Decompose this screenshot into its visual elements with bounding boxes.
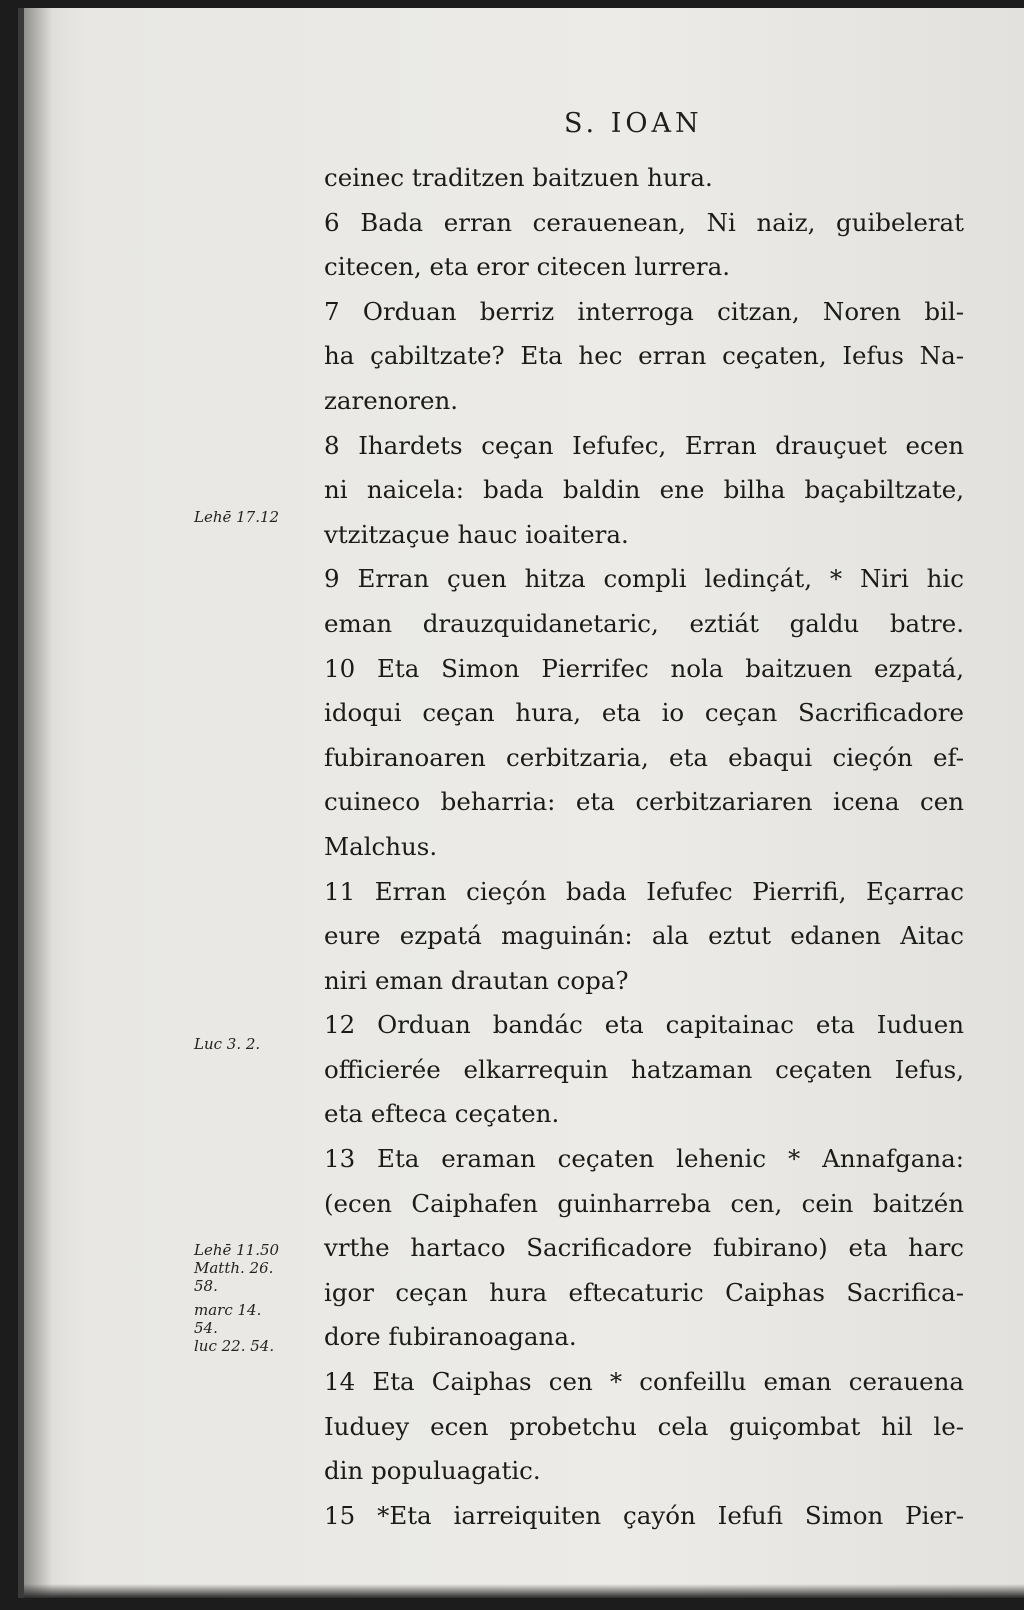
text-line: ni naicela: bada baldin ene bilha baçabiltzate, — [324, 475, 964, 505]
text-line: dore fubiranoagana. — [324, 1322, 577, 1352]
text-line: ceinec traditzen baitzuen hura. — [324, 163, 713, 192]
margin-note: Lehē 11.50 — [194, 1241, 280, 1259]
margin-note: luc 22. 54. — [194, 1337, 275, 1355]
text-line: fubiranoaren cerbitzaria, eta ebaqui cieçón ef- — [324, 742, 964, 772]
text-line: eure ezpatá maguinán: ala eztut edanen Aitac — [324, 921, 964, 951]
text-line: 11 Erran cieçón bada Iefufec Pierrifi, Eçarrac — [324, 876, 964, 906]
text-line: Malchus. — [324, 831, 438, 861]
text-line: 12 Orduan bandác eta capitainac eta Iuduen — [324, 1010, 964, 1040]
text-line: niri eman drautan copa? — [324, 965, 629, 995]
text-line: eman drauzquidanetaric, eztiát galdu batre. — [324, 608, 964, 638]
book-page — [18, 8, 1024, 1598]
text-line: zarenoren. — [324, 385, 459, 415]
margin-note: Lehē 17.12 — [194, 508, 280, 526]
text-line: 6 Bada erran cerauenean, Ni naiz, guibelerat — [324, 207, 964, 237]
text-line: idoqui ceçan hura, eta io ceçan Sacrificadore — [324, 698, 964, 728]
text-line: 13 Eta eraman ceçaten lehenic * Annafgana: — [324, 1144, 964, 1174]
page-bottom-edge — [24, 1584, 1024, 1598]
text-line: eta efteca ceçaten. — [324, 1099, 560, 1129]
text-line: 7 Orduan berriz interroga citzan, Noren bil- — [324, 296, 964, 326]
margin-note: Matth. 26. — [194, 1259, 274, 1277]
body-text — [324, 156, 964, 1538]
text-line: din populuagatic. — [324, 1456, 541, 1486]
text-line: citecen, eta eror citecen lurrera. — [324, 252, 731, 282]
text-line: ha çabiltzate? Eta hec erran ceçaten, Iefus Na- — [324, 341, 964, 371]
text-line: 9 Erran çuen hitza compli ledinçát, * Niri hic — [324, 564, 964, 594]
text-line: 14 Eta Caiphas cen * confeillu eman cerauena — [324, 1367, 964, 1397]
text-line: vtzitzaçue hauc ioaitera. — [324, 519, 629, 549]
text-line: 15 *Eta iarreiquiten çayón Iefufi Simon Pier- — [324, 1500, 964, 1530]
text-line: 10 Eta Simon Pierrifec nola baitzuen ezpatá, — [324, 653, 964, 683]
running-head: S. IOAN — [564, 108, 703, 139]
text-line: vrthe hartaco Sacrificadore fubirano) eta harc — [324, 1233, 964, 1263]
text-line: cuineco beharria: eta cerbitzariaren icena cen — [324, 787, 964, 817]
text-line: igor ceçan hura eftecaturic Caiphas Sacrifica- — [324, 1277, 964, 1307]
margin-note: Luc 3. 2. — [194, 1035, 261, 1053]
text-line: officierée elkarrequin hatzaman ceçaten Iefus, — [324, 1054, 964, 1084]
margin-note: 58. — [194, 1277, 218, 1295]
text-line: 8 Ihardets ceçan Iefufec, Erran drauçuet ecen — [324, 430, 964, 460]
margin-note: marc 14. — [194, 1301, 262, 1319]
text-line: (ecen Caiphafen guinharreba cen, cein baitzén — [324, 1188, 964, 1218]
text-line: Iuduey ecen probetchu cela guiçombat hil le- — [324, 1411, 964, 1441]
gutter-shadow — [24, 8, 52, 1598]
margin-note: 54. — [194, 1319, 218, 1337]
